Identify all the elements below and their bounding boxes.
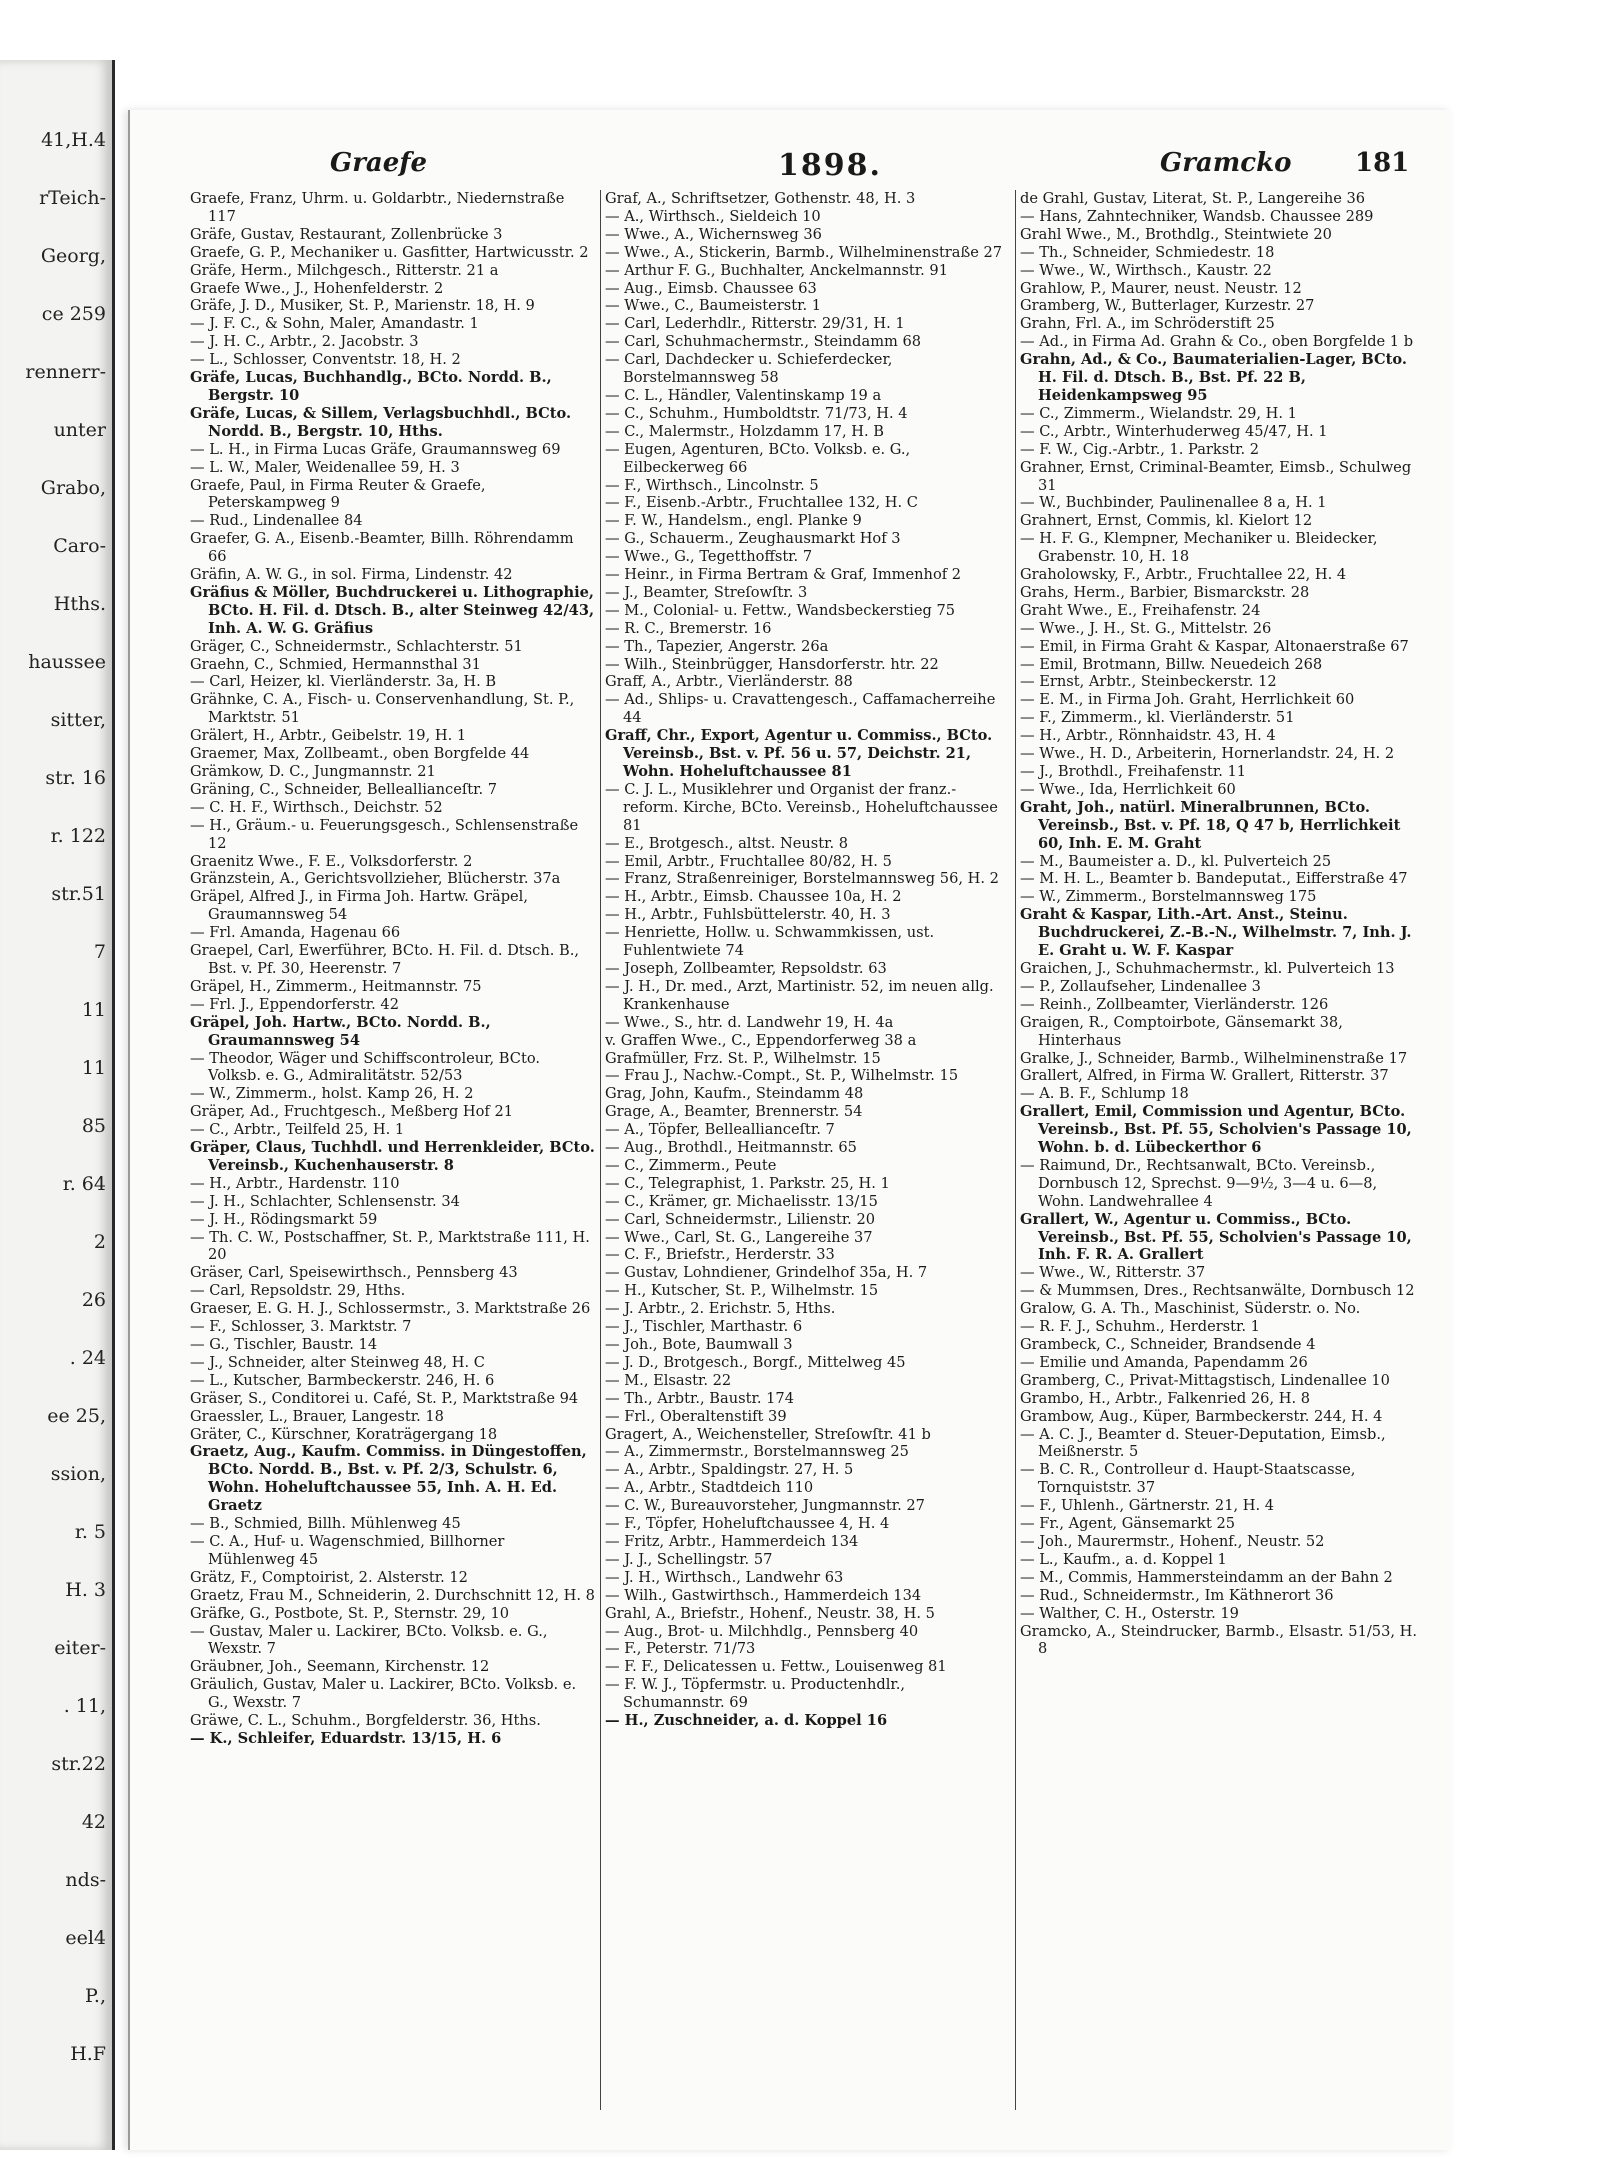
left-page-fragment: eiter- (54, 1637, 106, 1659)
directory-entry: — C., Zimmerm., Wielandstr. 29, H. 1 (1020, 404, 1297, 422)
directory-entry: Grafmüller, Frz. St. P., Wilhelmstr. 15 (605, 1049, 881, 1067)
directory-entry: — F., Eisenb.-Arbtr., Fruchtallee 132, H. C (605, 494, 918, 512)
left-page-fragment: str. 16 (45, 767, 106, 789)
directory-entry: — E. M., in Firma Joh. Graht, Herrlichkeit 60 (1020, 691, 1355, 709)
directory-entry: — W., Zimmerm., Borstelmannsweg 175 (1020, 888, 1317, 906)
directory-entry: — W., Zimmerm., holst. Kamp 26, H. 2 (190, 1085, 474, 1103)
directory-entry: v. Graffen Wwe., C., Eppendorferweg 38 a (605, 1031, 917, 1049)
directory-entry: Gralke, J., Schneider, Barmb., Wilhelminenstraße 17 (1020, 1049, 1408, 1067)
directory-entry: Graholowsky, F., Arbtr., Fruchtallee 22, H. 4 (1020, 566, 1347, 584)
directory-entry: — Aug., Brot- u. Milchhdlg., Pennsberg 40 (605, 1622, 919, 1640)
left-page-fragment: 7 (93, 941, 106, 963)
directory-entry: — Wwe., C., Baumeisterstr. 1 (605, 297, 822, 315)
directory-entry: — Wwe., S., htr. d. Landwehr 19, H. 4a (605, 1013, 894, 1031)
directory-entry: — A., Arbtr., Stadtdeich 110 (605, 1479, 814, 1497)
directory-entry: Graehn, C., Schmied, Hermannsthal 31 (190, 655, 481, 673)
directory-entry: — J. J., Schellingstr. 57 (605, 1550, 773, 1568)
left-page-sliver (0, 60, 115, 2150)
directory-entry: Gräser, Carl, Speisewirthsch., Pennsberg 43 (190, 1264, 518, 1282)
directory-entry: Grahnert, Ernst, Commis, kl. Kielort 12 (1020, 512, 1313, 530)
left-page-fragment: sitter, (50, 709, 106, 731)
directory-entry: Gräper, Claus, Tuchhdl. und Herrenkleider, BCto. Vereinsb., Kuchenhauserstr. 8 (190, 1139, 595, 1174)
directory-entry: — L., Kaufm., a. d. Koppel 1 (1020, 1550, 1227, 1568)
left-page-fragment: 11 (81, 1057, 106, 1079)
directory-entry: — Franz, Straßenreiniger, Borstelmannsweg 56, H. 2 (605, 870, 999, 888)
directory-entry: Grätz, F., Comptoirist, 2. Alsterstr. 12 (190, 1568, 468, 1586)
left-page-fragment: H.F (70, 2043, 106, 2065)
directory-entry: Gramcko, A., Steindrucker, Barmb., Elsastr. 51/53, H. 8 (1020, 1622, 1418, 1658)
directory-entry: — J. H. C., Arbtr., 2. Jacobstr. 3 (190, 333, 419, 351)
directory-entry: — J. F. C., & Sohn, Maler, Amandastr. 1 (190, 315, 479, 333)
directory-entry: Gräfe, J. D., Musiker, St. P., Marienstr. 18, H. 9 (190, 297, 535, 315)
directory-entry: — M. H. L., Beamter b. Bandeputat., Eifferstraße 47 (1020, 870, 1408, 888)
directory-entry: — F. W., Cig.-Arbtr., 1. Parkstr. 2 (1020, 440, 1260, 458)
directory-entry: Graefer, G. A., Eisenb.-Beamter, Billh. Röhrendamm 66 (190, 530, 574, 566)
directory-entry: — C., Zimmerm., Peute (605, 1156, 777, 1174)
directory-entry: Gräning, C., Schneider, Belleallianceſtr. 7 (190, 780, 498, 798)
directory-entry: — B. C. R., Controlleur d. Haupt-Staatscasse, Tornquiststr. 37 (1020, 1461, 1356, 1497)
directory-entry: — F., Wirthsch., Lincolnstr. 5 (605, 476, 819, 494)
directory-entry: — A., Töpfer, Belleallianceſtr. 7 (605, 1121, 835, 1139)
directory-entry: Grambeck, C., Schneider, Brandsende 4 (1020, 1336, 1316, 1353)
left-page-fragment: 85 (81, 1115, 106, 1137)
left-page-fragment: ee 25, (47, 1405, 106, 1427)
directory-entry: — Raimund, Dr., Rechtsanwalt, BCto. Vereinsb., Dornbusch 12, Sprechst. 9—9½, 3—4 u. 6—8, Wohn. Landwehrallee 4 (1020, 1156, 1378, 1210)
column-rule (600, 190, 601, 2110)
left-page-fragment: P., (84, 1985, 106, 2007)
directory-entry: — Ad., Shlips- u. Cravattengesch., Caffamacherreihe 44 (605, 691, 996, 727)
directory-entry: — Aug., Eimsb. Chaussee 63 (605, 279, 817, 297)
directory-entry: Grahlow, P., Maurer, neust. Neustr. 12 (1020, 279, 1302, 297)
directory-entry: — F. W. J., Töpfermstr. u. Productenhdlr., Schumannstr. 69 (605, 1676, 906, 1712)
directory-entry: — Emil, Brotmann, Billw. Neuedeich 268 (1020, 655, 1323, 673)
directory-entry: — Joh., Maurermstr., Hohenf., Neustr. 52 (1020, 1532, 1325, 1550)
left-page-fragment: . 24 (69, 1347, 106, 1369)
directory-entry: Graff, A., Arbtr., Vierländerstr. 88 (605, 673, 853, 691)
directory-entry: — K., Schleifer, Eduardstr. 13/15, H. 6 (190, 1729, 502, 1747)
directory-entry: Gräter, C., Kürschner, Koraträgergang 18 (190, 1425, 498, 1443)
directory-entry: Gräubner, Joh., Seemann, Kirchenstr. 12 (190, 1658, 490, 1676)
directory-entry: — Carl, Lederhdlr., Ritterstr. 29/31, H. 1 (605, 315, 905, 333)
directory-entry: Gräser, S., Conditorei u. Café, St. P., Marktstraße 94 (190, 1389, 579, 1407)
directory-entry: — & Mummsen, Dres., Rechtsanwälte, Dornbusch 12 (1020, 1282, 1415, 1300)
left-page-fragment: 41,H.4 (41, 129, 106, 151)
left-page-fragment: H. 3 (65, 1579, 106, 1601)
directory-entry: — Carl, Schneidermstr., Lilienstr. 20 (605, 1210, 876, 1228)
directory-entry: Graf, A., Schriftsetzer, Gothenstr. 48, H. 3 (605, 190, 916, 207)
directory-entry: Graefe, Paul, in Firma Reuter & Graefe, Peterskampweg 9 (190, 476, 486, 512)
directory-entry: — Joseph, Zollbeamter, Repsoldstr. 63 (605, 959, 887, 977)
directory-entry: Graff, Chr., Export, Agentur u. Commiss., BCto. Vereinsb., Bst. v. Pf. 56 u. 57, Deichstr. 21, Wohn. Hoheluftchaussee 81 (605, 727, 993, 780)
page-number: 181 (1355, 148, 1410, 178)
header-left-catchword: Graefe (330, 148, 428, 178)
page-header (130, 110, 1450, 183)
directory-entry: Gräfin, A. W. G., in sol. Firma, Lindenstr. 42 (190, 566, 513, 584)
directory-entry: — Carl, Repsoldstr. 29, Hths. (190, 1282, 406, 1300)
left-page-fragment: nds- (65, 1869, 106, 1891)
directory-entry: Grahn, Frl. A., im Schröderstift 25 (1020, 315, 1275, 333)
directory-entry: Gräper, Ad., Fruchtgesch., Meßberg Hof 21 (190, 1103, 514, 1121)
directory-entry: — Wwe., Ida, Herrlichkeit 60 (1020, 780, 1236, 798)
directory-entry: — A. C. J., Beamter d. Steuer-Deputation, Eimsb., Meißnerstr. 5 (1020, 1425, 1386, 1461)
directory-entry: — Fritz, Arbtr., Hammerdeich 134 (605, 1532, 859, 1550)
directory-entry: Gräger, C., Schneidermstr., Schlachterstr. 51 (190, 637, 523, 655)
directory-entry: Graetz, Aug., Kaufm. Commiss. in Düngestoffen, BCto. Nordd. B., Bst. v. Pf. 2/3, Schulstr. 6, Wohn. Hoheluftchaussee 55, Inh. A. H. Ed. Graetz (190, 1443, 587, 1515)
directory-entry: — L., Kutscher, Barmbeckerstr. 246, H. 6 (190, 1371, 495, 1389)
directory-entry: — Carl, Schuhmachermstr., Steindamm 68 (605, 333, 922, 351)
directory-entry: — H., Arbtr., Eimsb. Chaussee 10a, H. 2 (605, 888, 902, 906)
directory-entry: Grahn, Ad., & Co., Baumaterialien-Lager, BCto. H. Fil. d. Dtsch. B., Bst. Pf. 22 B, Heidenkampsweg 95 (1020, 351, 1407, 404)
directory-entry: — J., Schneider, alter Steinweg 48, H. C (190, 1353, 485, 1371)
directory-entry: — H., Zuschneider, a. d. Koppel 16 (605, 1712, 888, 1730)
directory-entry: — G., Schauerm., Zeughausmarkt Hof 3 (605, 530, 901, 548)
directory-entry: — Wwe., A., Wichernsweg 36 (605, 225, 822, 243)
directory-entry: Grahl Wwe., M., Brothdlg., Steintwiete 20 (1020, 225, 1332, 243)
directory-entry: — Wwe., G., Tegetthoffstr. 7 (605, 548, 813, 566)
left-page-fragment: haussee (28, 651, 106, 673)
directory-entry: — A. B. F., Schlump 18 (1020, 1085, 1189, 1103)
directory-entry: Grambow, Aug., Küper, Barmbeckerstr. 244, H. 4 (1020, 1407, 1383, 1425)
directory-entry: — Wwe., W., Ritterstr. 37 (1020, 1264, 1206, 1282)
directory-entry: — F. F., Delicatessen u. Fettw., Louisenweg 81 (605, 1658, 947, 1676)
directory-entry: Grähnke, C. A., Fisch- u. Conservenhandlung, St. P., Marktstr. 51 (190, 691, 575, 727)
directory-entry: — Fr., Agent, Gänsemarkt 25 (1020, 1515, 1236, 1533)
directory-entry: — L. H., in Firma Lucas Gräfe, Graumannsweg 69 (190, 440, 561, 458)
directory-entry: Gräfke, G., Postbote, St. P., Sternstr. 29, 10 (190, 1604, 510, 1622)
directory-entry: — Emil, in Firma Graht & Kaspar, Altonaerstraße 67 (1020, 637, 1409, 655)
left-page-fragment: 26 (81, 1289, 106, 1311)
directory-entry: — Gustav, Lohndiener, Grindelhof 35a, H. 7 (605, 1264, 928, 1282)
directory-entry: — M., Elsastr. 22 (605, 1371, 732, 1389)
directory-entry: — M., Baumeister a. D., kl. Pulverteich 25 (1020, 852, 1332, 870)
left-page-fragment: Grabo, (40, 477, 106, 499)
directory-entry: — E., Brotgesch., altst. Neustr. 8 (605, 834, 849, 852)
directory-entry: — Walther, C. H., Osterstr. 19 (1020, 1604, 1239, 1622)
directory-entry: — W., Buchbinder, Paulinenallee 8 a, H. 1 (1020, 494, 1327, 512)
directory-entry: — C. H. F., Wirthsch., Deichstr. 52 (190, 798, 443, 816)
directory-entry: Graichen, J., Schuhmachermstr., kl. Pulverteich 13 (1020, 959, 1395, 977)
directory-entry: — A., Zimmermstr., Borstelmannsweg 25 (605, 1443, 909, 1461)
directory-entry: Grahner, Ernst, Criminal-Beamter, Eimsb., Schulweg 31 (1020, 458, 1412, 494)
directory-entry: — C., Krämer, gr. Michaelisstr. 13/15 (605, 1192, 878, 1210)
directory-entry: — C. J. L., Musiklehrer und Organist der franz.-reform. Kirche, BCto. Vereinsb., Hoheluftchaussee 81 (605, 780, 998, 834)
directory-entry: — Wwe., W., Wirthsch., Kaustr. 22 (1020, 261, 1272, 279)
directory-entry: Gräfe, Herm., Milchgesch., Ritterstr. 21 a (190, 261, 499, 279)
directory-entry: Gräfius & Möller, Buchdruckerei u. Lithographie, BCto. H. Fil. d. Dtsch. B., alter Steinweg 42/43, Inh. A. W. G. Gräfius (190, 583, 595, 637)
directory-entry: Grämkow, D. C., Jungmannstr. 21 (190, 763, 436, 780)
left-page-fragment: Hths. (53, 593, 106, 615)
directory-entry: — G., Tischler, Baustr. 14 (190, 1336, 378, 1353)
column-2 (605, 190, 1010, 1730)
directory-entry: Gräfe, Lucas, Buchhandlg., BCto. Nordd. B., Bergstr. 10 (190, 369, 552, 404)
column-3 (1020, 190, 1425, 1658)
directory-entry: — Joh., Bote, Baumwall 3 (605, 1336, 793, 1353)
left-page-fragment: ce 259 (41, 303, 106, 325)
directory-entry: — L. W., Maler, Weidenallee 59, H. 3 (190, 458, 460, 476)
directory-entry: — A., Wirthsch., Sieldeich 10 (605, 207, 821, 225)
directory-entry: — F., Schlosser, 3. Marktstr. 7 (190, 1318, 412, 1336)
directory-entry: — Th., Schneider, Schmiedestr. 18 (1020, 243, 1275, 261)
directory-entry: — M., Colonial- u. Fettw., Wandsbeckerstieg 75 (605, 601, 956, 619)
directory-entry: Gramberg, C., Privat-Mittagstisch, Lindenallee 10 (1020, 1371, 1390, 1389)
directory-entry: — C. A., Huf- u. Wagenschmied, Billhorner Mühlenweg 45 (190, 1532, 505, 1568)
directory-entry: — Wwe., J. H., St. G., Mittelstr. 26 (1020, 619, 1272, 637)
directory-entry: — C., Malermstr., Holzdamm 17, H. B (605, 422, 885, 440)
directory-entry: — Frl. J., Eppendorferstr. 42 (190, 995, 399, 1013)
directory-entry: — Theodor, Wäger und Schiffscontroleur, BCto. Volksb. e. G., Admiralitätstr. 52/53 (190, 1049, 540, 1085)
directory-entry: — Wwe., Carl, St. G., Langereihe 37 (605, 1228, 873, 1246)
directory-entry: — Reinh., Zollbeamter, Vierländerstr. 126 (1020, 995, 1329, 1013)
directory-entry: — B., Schmied, Billh. Mühlenweg 45 (190, 1515, 461, 1533)
directory-entry: Graenitz Wwe., F. E., Volksdorferstr. 2 (190, 852, 473, 870)
directory-entry: — C., Schuhm., Humboldtstr. 71/73, H. 4 (605, 404, 908, 422)
directory-entry: — J. Arbtr., 2. Erichstr. 5, Hths. (605, 1300, 836, 1318)
directory-entry: — Aug., Brothdl., Heitmannstr. 65 (605, 1139, 857, 1157)
directory-entry: — F., Uhlenh., Gärtnerstr. 21, H. 4 (1020, 1497, 1275, 1515)
directory-entry: — C., Telegraphist, 1. Parkstr. 25, H. 1 (605, 1174, 890, 1192)
header-year: 1898. (778, 148, 882, 183)
directory-entry: Graefe, G. P., Mechaniker u. Gasfitter, Hartwicusstr. 2 (190, 243, 589, 261)
directory-entry: Grallert, W., Agentur u. Commiss., BCto. Vereinsb., Bst. Pf. 55, Scholvien's Passage 10, Inh. F. R. A. Grallert (1020, 1210, 1412, 1264)
directory-entry: Graigen, R., Comptoirbote, Gänsemarkt 38, Hinterhaus (1020, 1013, 1343, 1049)
directory-entry: — P., Zollaufseher, Lindenallee 3 (1020, 977, 1261, 995)
directory-entry: — Ernst, Arbtr., Steinbeckerstr. 12 (1020, 673, 1277, 691)
directory-entry: — Heinr., in Firma Bertram & Graf, Immenhof 2 (605, 566, 962, 584)
directory-entry: — M., Commis, Hammersteindamm an der Bahn 2 (1020, 1568, 1393, 1586)
directory-entry: — Frau J., Nachw.-Compt., St. P., Wilhelmstr. 15 (605, 1067, 959, 1085)
directory-entry: — Hans, Zahntechniker, Wandsb. Chaussee 289 (1020, 207, 1374, 225)
directory-entry: Graefe, Franz, Uhrm. u. Goldarbtr., Niedernstraße 117 (190, 190, 565, 225)
directory-entry: Gräulich, Gustav, Maler u. Lackirer, BCto. Volksb. e. G., Wexstr. 7 (190, 1676, 577, 1712)
left-page-fragment: rennerr- (25, 361, 106, 383)
directory-entry: — Wilh., Gastwirthsch., Hammerdeich 134 (605, 1586, 922, 1604)
directory-entry: — J., Beamter, Streſowſtr. 3 (605, 583, 808, 601)
directory-entry: Gragert, A., Weichensteller, Streſowſtr. 41 b (605, 1425, 931, 1443)
directory-entry: — J., Tischler, Marthastr. 6 (605, 1318, 803, 1336)
directory-entry: — C., Arbtr., Winterhuderweg 45/47, H. 1 (1020, 422, 1328, 440)
directory-entry: Gramberg, W., Butterlager, Kurzestr. 27 (1020, 297, 1315, 315)
directory-entry: — F., Töpfer, Hoheluftchaussee 4, H. 4 (605, 1515, 890, 1533)
column-rule (1015, 190, 1016, 2110)
directory-entry: Grallert, Alfred, in Firma W. Grallert, Ritterstr. 37 (1020, 1067, 1389, 1085)
directory-entry: Gräfe, Lucas, & Sillem, Verlagsbuchhdl., BCto. Nordd. B., Bergstr. 10, Hths. (190, 404, 572, 440)
left-page-fragment: 42 (81, 1811, 106, 1833)
directory-entry: Gränzstein, A., Gerichtsvollzieher, Blücherstr. 37a (190, 870, 561, 888)
directory-entry: Gräpel, Joh. Hartw., BCto. Nordd. B., Graumannsweg 54 (190, 1013, 491, 1049)
directory-entry: Graepel, Carl, Ewerführer, BCto. H. Fil. d. Dtsch. B., Bst. v. Pf. 30, Heerenstr. 7 (190, 942, 580, 977)
directory-entry: — Carl, Dachdecker u. Schieferdecker, Borstelmannsweg 58 (605, 351, 893, 387)
directory-entry: Grälert, H., Arbtr., Geibelstr. 19, H. 1 (190, 727, 467, 745)
directory-entry: — J. H., Wirthsch., Landwehr 63 (605, 1568, 844, 1586)
directory-entry: de Grahl, Gustav, Literat, St. P., Langereihe 36 (1020, 190, 1366, 207)
directory-entry: — H., Arbtr., Hardenstr. 110 (190, 1174, 400, 1192)
directory-entry: — Henriette, Hollw. u. Schwammkissen, ust. Fuhlentwiete 74 (605, 924, 935, 960)
directory-entry: Gralow, G. A. Th., Maschinist, Süderstr. o. No. (1020, 1300, 1361, 1318)
directory-entry: — C. W., Bureauvorsteher, Jungmannstr. 27 (605, 1497, 925, 1515)
left-page-fragment: r. 122 (50, 825, 106, 847)
directory-entry: — L., Schlosser, Conventstr. 18, H. 2 (190, 351, 461, 369)
left-page-fragment: . 11, (63, 1695, 106, 1717)
left-page-fragment: eel4 (65, 1927, 106, 1949)
directory-entry: Gräpel, Alfred J., in Firma Joh. Hartw. Gräpel, Graumannsweg 54 (190, 888, 528, 924)
left-page-fragment: str.51 (51, 883, 106, 905)
directory-entry: Graemer, Max, Zollbeamt., oben Borgfelde 44 (190, 745, 530, 763)
directory-entry: — Wwe., A., Stickerin, Barmb., Wilhelminenstraße 27 (605, 243, 1003, 261)
left-page-fragment: rTeich- (39, 187, 106, 209)
directory-entry: — Emilie und Amanda, Papendamm 26 (1020, 1353, 1308, 1371)
directory-entry: Gräpel, H., Zimmerm., Heitmannstr. 75 (190, 977, 482, 995)
directory-entry: — F. W., Handelsm., engl. Planke 9 (605, 512, 862, 530)
directory-entry: Graeser, E. G. H. J., Schlossermstr., 3. Marktstraße 26 (190, 1300, 591, 1318)
directory-entry: — Rud., Schneidermstr., Im Käthnerort 36 (1020, 1586, 1334, 1604)
directory-entry: — Frl. Amanda, Hagenau 66 (190, 924, 401, 942)
left-page-fragment: 11 (81, 999, 106, 1021)
directory-entry: — R. C., Bremerstr. 16 (605, 619, 772, 637)
directory-entry: Grage, A., Beamter, Brennerstr. 54 (605, 1103, 863, 1121)
directory-entry: Gräwe, C. L., Schuhm., Borgfelderstr. 36, Hths. (190, 1712, 541, 1730)
directory-entry: — C., Arbtr., Teilfeld 25, H. 1 (190, 1121, 405, 1139)
left-page-fragment: r. 64 (62, 1173, 106, 1195)
left-page-fragment: Caro- (53, 535, 106, 557)
directory-entry: — Emil, Arbtr., Fruchtallee 80/82, H. 5 (605, 852, 892, 870)
directory-entry: Gräfe, Gustav, Restaurant, Zollenbrücke 3 (190, 225, 503, 243)
left-page-fragment: str.22 (51, 1753, 106, 1775)
directory-entry: — F., Zimmerm., kl. Vierländerstr. 51 (1020, 709, 1295, 727)
left-page-fragment: ssion, (50, 1463, 106, 1485)
directory-entry: — C. L., Händler, Valentinskamp 19 a (605, 386, 882, 404)
directory-page (128, 110, 1450, 2150)
directory-entry: — H., Arbtr., Fuhlsbüttelerstr. 40, H. 3 (605, 906, 891, 924)
directory-entry: Graefe Wwe., J., Hohenfelderstr. 2 (190, 279, 444, 297)
directory-entry: — H., Gräum.- u. Feuerungsgesch., Schlensenstraße 12 (190, 816, 579, 852)
directory-entry: — J. D., Brotgesch., Borgf., Mittelweg 45 (605, 1353, 906, 1371)
directory-entry: — J., Brothdl., Freihafenstr. 11 (1020, 763, 1247, 780)
directory-entry: — Frl., Oberaltenstift 39 (605, 1407, 787, 1425)
left-page-fragment: unter (53, 419, 106, 441)
directory-entry: Graht Wwe., E., Freihafenstr. 24 (1020, 601, 1261, 619)
directory-entry: — Arthur F. G., Buchhalter, Anckelmannstr. 91 (605, 261, 948, 279)
column-1 (190, 190, 595, 1748)
directory-entry: Graht & Kaspar, Lith.-Art. Anst., Steinu. Buchdruckerei, Z.-B.-N., Wilhelmstr. 7, Inh. J. E. Graht u. W. F. Kaspar (1020, 906, 1412, 960)
directory-entry: — Th., Arbtr., Baustr. 174 (605, 1389, 794, 1407)
directory-entry: — H., Kutscher, St. P., Wilhelmstr. 15 (605, 1282, 879, 1300)
directory-entry: — H., Arbtr., Rönnhaidstr. 43, H. 4 (1020, 727, 1276, 745)
left-page-fragment: r. 5 (74, 1521, 106, 1543)
directory-entry: Grambo, H., Arbtr., Falkenried 26, H. 8 (1020, 1389, 1311, 1407)
directory-entry: — R. F. J., Schuhm., Herderstr. 1 (1020, 1318, 1260, 1336)
directory-entry: — Ad., in Firma Ad. Grahn & Co., oben Borgfelde 1 b (1020, 333, 1414, 351)
directory-entry: — Th. C. W., Postschaffner, St. P., Marktstraße 111, H. 20 (190, 1228, 590, 1264)
directory-entry: — Gustav, Maler u. Lackirer, BCto. Volksb. e. G., Wexstr. 7 (190, 1622, 548, 1658)
directory-entry: Grag, John, Kaufm., Steindamm 48 (605, 1085, 864, 1103)
directory-entry: Graetz, Frau M., Schneiderin, 2. Durchschnitt 12, H. 8 (190, 1586, 595, 1604)
directory-entry: — J. H., Dr. med., Arzt, Martinistr. 52, im neuen allg. Krankenhause (605, 977, 994, 1013)
directory-entry: — Eugen, Agenturen, BCto. Volksb. e. G., Eilbeckerweg 66 (605, 440, 911, 476)
directory-entry: — Wilh., Steinbrügger, Hansdorferstr. htr. 22 (605, 655, 939, 673)
left-page-fragment: Georg, (40, 245, 106, 267)
directory-entry: — Rud., Lindenallee 84 (190, 512, 363, 530)
header-right-catchword: Gramcko (1160, 148, 1292, 178)
directory-entry: — A., Arbtr., Spaldingstr. 27, H. 5 (605, 1461, 854, 1479)
directory-entry: — Th., Tapezier, Angerstr. 26a (605, 637, 829, 655)
left-page-fragment: 2 (93, 1231, 106, 1253)
directory-entry: — C. F., Briefstr., Herderstr. 33 (605, 1246, 835, 1264)
directory-entry: Graht, Joh., natürl. Mineralbrunnen, BCto. Vereinsb., Bst. v. Pf. 18, Q 47 b, Herrlichkeit 60, Inh. E. M. Graht (1020, 798, 1401, 852)
directory-entry: — F., Peterstr. 71/73 (605, 1640, 756, 1658)
directory-entry: Grahs, Herm., Barbier, Bismarckstr. 28 (1020, 583, 1310, 601)
directory-entry: Grallert, Emil, Commission und Agentur, BCto. Vereinsb., Bst. Pf. 55, Scholvien's Passage 10, Wohn. b. d. Lübeckerthor 6 (1020, 1103, 1412, 1157)
directory-entry: — J. H., Rödingsmarkt 59 (190, 1210, 378, 1228)
directory-entry: Grahl, A., Briefstr., Hohenf., Neustr. 38, H. 5 (605, 1604, 935, 1622)
directory-entry: — Wwe., H. D., Arbeiterin, Hornerlandstr. 24, H. 2 (1020, 745, 1395, 763)
directory-entry: — H. F. G., Klempner, Mechaniker u. Bleidecker, Grabenstr. 10, H. 18 (1020, 530, 1378, 566)
directory-entry: — J. H., Schlachter, Schlensenstr. 34 (190, 1192, 460, 1210)
directory-entry: Graessler, L., Brauer, Langestr. 18 (190, 1407, 444, 1425)
directory-entry: — Carl, Heizer, kl. Vierländerstr. 3a, H. B (190, 673, 497, 691)
